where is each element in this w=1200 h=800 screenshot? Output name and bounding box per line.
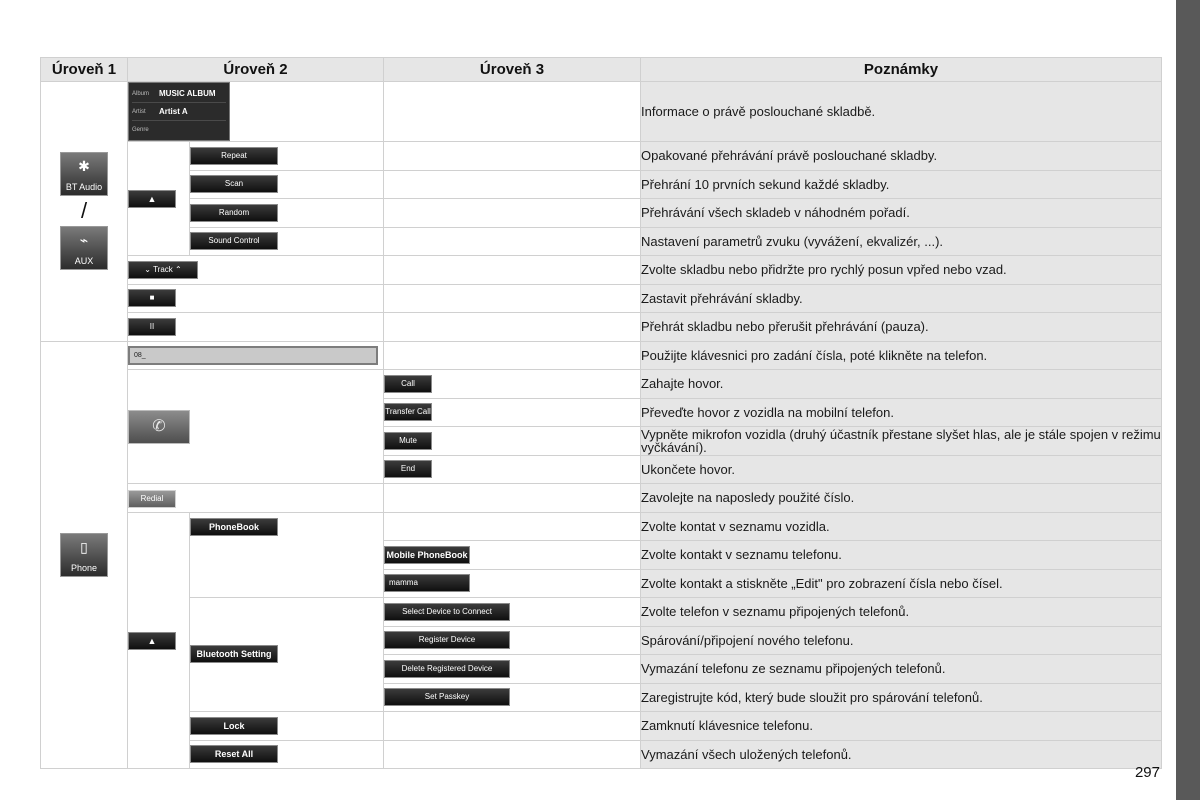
level3-cell <box>384 427 641 456</box>
phone-label: Phone <box>70 562 98 573</box>
aux-cable-icon: ⌁ <box>79 232 89 249</box>
header-level-1: Úroveň 1 <box>41 58 128 82</box>
register-device-button[interactable]: Register Device <box>384 631 510 649</box>
repeat-button[interactable]: Repeat <box>190 147 278 165</box>
header-level-2: Úroveň 2 <box>128 58 384 82</box>
level2-cell <box>128 82 384 142</box>
level3-cell <box>384 370 641 399</box>
level3-cell <box>384 598 641 627</box>
info-key: Artist <box>132 108 146 115</box>
level2-cell <box>128 370 384 484</box>
reset-all-button[interactable]: Reset All <box>190 745 278 763</box>
track-button[interactable]: ⌄ Track ⌃ <box>128 261 198 279</box>
phone-handset-button[interactable]: ✆ <box>128 410 190 444</box>
level2b-cell <box>190 142 384 171</box>
info-value: MUSIC ALBUM <box>159 89 216 98</box>
up-arrow-button[interactable]: ▲ <box>128 632 176 650</box>
note-cell: Informace o právě poslouchané skladbě. <box>641 82 1162 142</box>
note-cell: Vymazání telefonu ze seznamu připojených telefonů. <box>641 655 1162 684</box>
set-passkey-button[interactable]: Set Passkey <box>384 688 510 706</box>
separator: / <box>80 198 88 224</box>
note-cell: Zvolte kontakt v seznamu telefonu. <box>641 541 1162 570</box>
note-cell: Zvolte kontat v seznamu vozidla. <box>641 512 1162 541</box>
phone-app-button[interactable] <box>60 533 108 577</box>
level3-cell <box>384 484 641 513</box>
level2b-cell <box>190 199 384 228</box>
level3-cell <box>384 341 641 370</box>
level3-cell <box>384 82 641 142</box>
level3-cell <box>384 313 641 342</box>
note-cell: Vypněte mikrofon vozidla (druhý účastník přestane slyšet hlas, ale je stále spojen v režimu vyčkávání). <box>641 426 1161 455</box>
table-row <box>41 199 1162 228</box>
note-cell: Opakované přehrávání právě poslouchané skladby. <box>641 142 1162 171</box>
aux-button[interactable] <box>60 226 108 270</box>
level2-cell <box>128 313 384 342</box>
table-row <box>41 598 1162 627</box>
sound-control-button[interactable]: Sound Control <box>190 232 278 250</box>
level2b-cell <box>190 740 384 769</box>
table-row <box>41 712 1162 741</box>
bt-audio-button[interactable] <box>60 152 108 196</box>
note-cell: Vymazání všech uložených telefonů. <box>641 740 1162 769</box>
table-row <box>41 512 1162 541</box>
up-arrow-button[interactable]: ▲ <box>128 190 176 208</box>
table-row <box>41 284 1162 313</box>
random-button[interactable]: Random <box>190 204 278 222</box>
scan-button[interactable]: Scan <box>190 175 278 193</box>
note-cell: Nastavení parametrů zvuku (vyvážení, ekvalizér, ...). <box>641 227 1162 256</box>
level3-cell <box>384 398 641 427</box>
info-key: Genre <box>132 126 149 133</box>
level2-cell <box>128 284 384 313</box>
bt-audio-label: BT Audio <box>65 182 103 193</box>
end-call-button[interactable]: End <box>384 460 432 478</box>
table-row <box>41 170 1162 199</box>
note-cell: Ukončete hovor. <box>641 455 1162 484</box>
note-cell: Převeďte hovor z vozidla na mobilní telefon. <box>641 398 1162 427</box>
note-cell: Zahajte hovor. <box>641 370 1162 399</box>
header-row <box>41 58 1162 82</box>
table-row <box>41 256 1162 285</box>
level3-cell <box>384 740 641 769</box>
level2b-cell <box>190 712 384 741</box>
header-level-3: Úroveň 3 <box>384 58 641 82</box>
table-row <box>41 313 1162 342</box>
bluetooth-setting-button[interactable]: Bluetooth Setting <box>190 645 278 663</box>
level3-cell <box>384 142 641 171</box>
level2-cell <box>128 341 384 370</box>
note-cell: Zavolejte na naposledy použité číslo. <box>641 484 1162 513</box>
level2-cell <box>128 142 190 256</box>
note-cell: Zvolte telefon v seznamu připojených telefonů. <box>641 598 1162 627</box>
redial-button[interactable]: Redial <box>128 490 176 508</box>
number-input[interactable]: 08_ <box>128 346 378 365</box>
level2b-cell <box>190 227 384 256</box>
page-number: 297 <box>1134 764 1160 781</box>
info-value: Artist A <box>159 107 188 116</box>
info-key: Album <box>132 90 150 97</box>
note-cell: Zvolte kontakt a stiskněte „Edit" pro zobrazení čísla nebo čísel. <box>641 569 1162 598</box>
lock-button[interactable]: Lock <box>190 717 278 735</box>
level3-cell <box>384 569 641 598</box>
delete-device-button[interactable]: Delete Registered Device <box>384 660 510 678</box>
note-cell: Přehrávání všech skladeb v náhodném pořadí. <box>641 199 1162 228</box>
level3-cell <box>384 626 641 655</box>
note-cell: Přehrát skladbu nebo přerušit přehrávání (pauza). <box>641 313 1162 342</box>
table-row <box>41 142 1162 171</box>
note-cell: Zamknutí klávesnice telefonu. <box>641 712 1162 741</box>
pause-button[interactable]: II <box>128 318 176 336</box>
table-row <box>41 227 1162 256</box>
contact-item[interactable]: mamma <box>384 574 470 592</box>
track-info-box <box>128 82 230 141</box>
level2-cell <box>128 256 384 285</box>
level3-cell <box>384 655 641 684</box>
mobile-phonebook-button[interactable]: Mobile PhoneBook <box>384 546 470 564</box>
table-row <box>41 740 1162 769</box>
level3-cell <box>384 712 641 741</box>
side-tab <box>1176 0 1200 800</box>
level3-cell <box>384 512 641 541</box>
table-row <box>41 370 1162 399</box>
table-row <box>41 82 1162 142</box>
note-cell: Přehrání 10 prvních sekund každé skladby. <box>641 170 1162 199</box>
level2-cell <box>128 512 190 769</box>
mute-button[interactable]: Mute <box>384 432 432 450</box>
note-cell: Zaregistrujte kód, který bude sloužit pro spárování telefonů. <box>641 683 1162 712</box>
level1-phone-cell <box>41 341 128 769</box>
phone-icon: ▯ <box>80 538 88 555</box>
level1-audio-cell <box>41 82 128 342</box>
transfer-call-button[interactable]: Transfer Call <box>384 403 432 421</box>
level2b-cell <box>190 512 384 598</box>
level2-cell <box>128 484 384 513</box>
table-row <box>41 484 1162 513</box>
level3-cell <box>384 170 641 199</box>
phonebook-button[interactable]: PhoneBook <box>190 518 278 536</box>
stop-button[interactable]: ■ <box>128 289 176 307</box>
level2b-cell <box>190 170 384 199</box>
note-cell: Zastavit přehrávání skladby. <box>641 284 1162 313</box>
level3-cell <box>384 683 641 712</box>
note-cell: Zvolte skladbu nebo přidržte pro rychlý posun vpřed nebo vzad. <box>641 256 1162 285</box>
level3-cell <box>384 256 641 285</box>
level3-cell <box>384 455 641 484</box>
table-row <box>41 341 1162 370</box>
level3-cell <box>384 199 641 228</box>
level2b-cell <box>190 598 384 712</box>
header-notes: Poznámky <box>641 58 1162 82</box>
call-button[interactable]: Call <box>384 375 432 393</box>
note-cell: Použijte klávesnici pro zadání čísla, poté klikněte na telefon. <box>641 341 1162 370</box>
note-cell: Spárování/připojení nového telefonu. <box>641 626 1162 655</box>
level3-cell <box>384 541 641 570</box>
bluetooth-icon: ✱ <box>78 158 90 175</box>
function-table <box>40 57 1162 769</box>
level3-cell <box>384 284 641 313</box>
aux-label: AUX <box>74 256 94 267</box>
select-device-button[interactable]: Select Device to Connect <box>384 603 510 621</box>
level3-cell <box>384 227 641 256</box>
